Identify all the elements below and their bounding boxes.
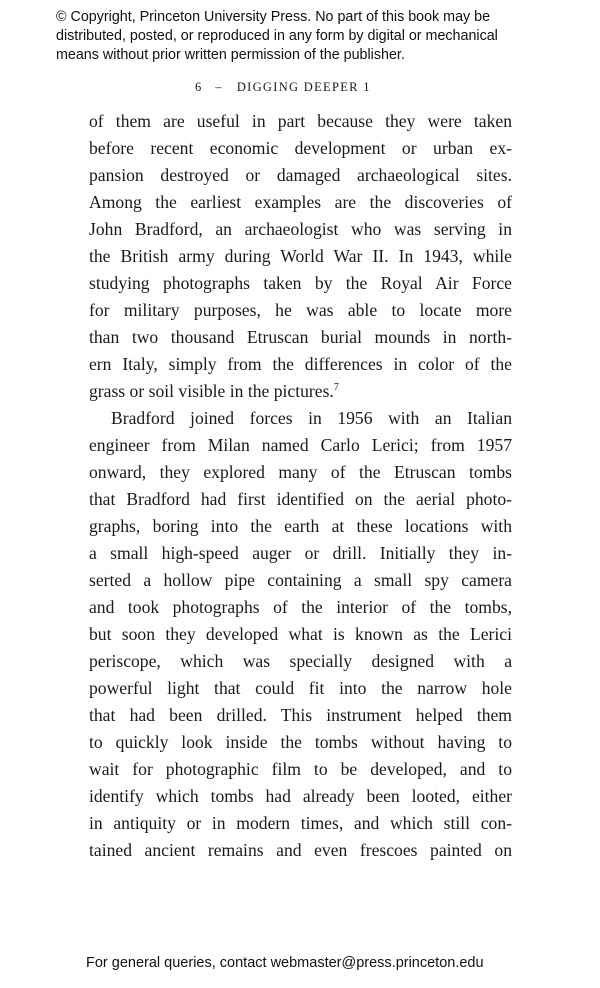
running-head-separator: – — [215, 80, 223, 94]
footer-contact: For general queries, contact webmaster@press.princeton.edu — [86, 955, 484, 971]
paragraph-1-line: for military purposes, he was able to locate more — [89, 300, 512, 320]
copyright-line: distributed, posted, or reproduced in any form by digital or mechanical — [56, 28, 498, 44]
paragraph-1-line: John Bradford, an archaeologist who was serving in — [89, 219, 512, 239]
paragraph-1-line: before recent economic development or urban ex- — [89, 138, 512, 158]
chapter-title: DIGGING DEEPER 1 — [236, 80, 371, 94]
body-text — [89, 108, 512, 864]
paragraph-2-line: tained ancient remains and even frescoes painted on — [89, 840, 512, 860]
paragraph-2-line: wait for photographic film to be developed, and to — [89, 759, 512, 779]
paragraph-1-line: than two thousand Etruscan burial mounds in north- — [89, 327, 512, 347]
paragraph-2-line: serted a hollow pipe containing a small spy camera — [89, 570, 512, 590]
paragraph-2-line: that Bradford had first identified on the aerial photo- — [89, 489, 512, 509]
paragraph-1-line: ern Italy, simply from the differences in color of the — [89, 354, 512, 374]
paragraph-1-line-text: grass or soil visible in the pictures. — [89, 381, 334, 401]
paragraph-2-line: identify which tombs had already been looted, either — [89, 786, 512, 806]
paragraph-1-line: Among the earliest examples are the discoveries of — [89, 192, 512, 212]
paragraph-2-line: graphs, boring into the earth at these locations with — [89, 516, 512, 536]
paragraph-2-line: in antiquity or in modern times, and which still con- — [89, 813, 512, 833]
paragraph-2-line: periscope, which was specially designed with a — [89, 651, 512, 671]
footnote-reference: 7 — [333, 382, 339, 393]
paragraph-2-line: that had been drilled. This instrument helped them — [89, 705, 512, 725]
paragraph-2-line: Bradford joined forces in 1956 with an Italian — [111, 408, 512, 428]
paragraph-1-last-line — [89, 378, 512, 405]
paragraph-1-line: studying photographs taken by the Royal Air Force — [89, 273, 512, 293]
paragraph-1-line: the British army during World War II. In 1943, while — [89, 246, 512, 266]
paragraph-2-line: and took photographs of the interior of the tombs, — [89, 597, 512, 617]
page-number: 6 — [195, 80, 202, 94]
running-head — [195, 80, 371, 95]
copyright-notice — [56, 8, 556, 65]
paragraph-2-line: but soon they developed what is known as the Lerici — [89, 624, 512, 644]
paragraph-2-line: a small high-speed auger or drill. Initially they in- — [89, 543, 512, 563]
paragraph-1-line: pansion destroyed or damaged archaeological sites. — [89, 165, 512, 185]
copyright-line: © Copyright, Princeton University Press. No part of this book may be — [56, 9, 491, 25]
paragraph-2-line: to quickly look inside the tombs without having to — [89, 732, 512, 752]
copyright-line: means without prior written permission of the publisher. — [56, 47, 405, 63]
paragraph-2-line: engineer from Milan named Carlo Lerici; from 1957 — [89, 435, 512, 455]
paragraph-2-line: powerful light that could fit into the narrow hole — [89, 678, 512, 698]
paragraph-2-line: onward, they explored many of the Etruscan tombs — [89, 462, 512, 482]
paragraph-1-line: of them are useful in part because they were taken — [89, 111, 512, 131]
